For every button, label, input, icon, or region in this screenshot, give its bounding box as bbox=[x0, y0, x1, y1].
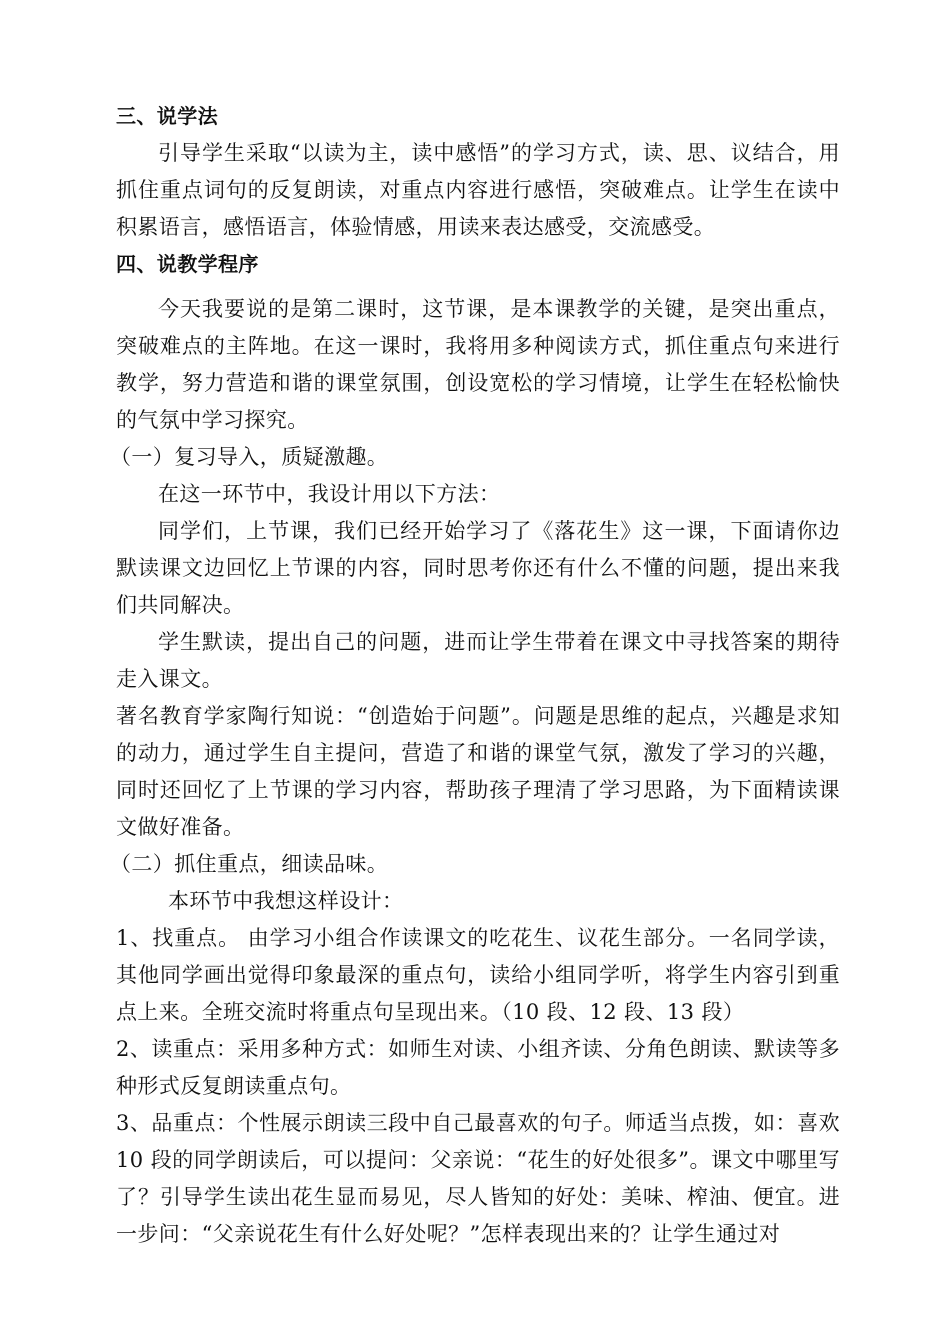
paragraph: 引导学生采取“以读为主，读中感悟”的学习方式，读、思、议结合，用抓住重点词句的反复朗读，对重点内容进行感悟，突破难点。让学生在读中积累语言，感悟语言，体验情感，用读来表达感受，交流感受。 bbox=[116, 141, 840, 239]
section-heading-3: 三、说学法 bbox=[116, 104, 218, 128]
document-body bbox=[110, 98, 840, 1253]
paragraph: 在这一环节中，我设计用以下方法： bbox=[158, 482, 501, 506]
list-item: 1、找重点。 由学习小组合作读课文的吃花生、议花生部分。一名同学读，其他同学画出觉得印象最深的重点句，读给小组同学听，将学生内容引到重点上来。全班交流时将重点句呈现出来。（10 段、12 段、13 段） bbox=[116, 926, 840, 1024]
list-item: 2、读重点：采用多种方式：如师生对读、小组齐读、分角色朗读、默读等多种形式反复朗读重点句。 bbox=[116, 1037, 840, 1098]
paragraph: 今天我要说的是第二课时，这节课，是本课教学的关键，是突出重点，突破难点的主阵地。在这一课时，我将用多种阅读方式，抓住重点句来进行教学，努力营造和谐的课堂氛围，创设宽松的学习情境，让学生在轻松愉快的气氛中学习探究。 bbox=[116, 297, 840, 432]
paragraph: 同学们，上节课，我们已经开始学习了《落花生》这一课，下面请你边默读课文边回忆上节课的内容，同时思考你还有什么不懂的问题，提出来我们共同解决。 bbox=[116, 519, 840, 617]
paragraph: 本环节中我想这样设计： bbox=[168, 889, 404, 913]
section-heading-4: 四、说教学程序 bbox=[116, 252, 259, 276]
paragraph: 著名教育学家陶行知说：“创造始于问题”。问题是思维的起点，兴趣是求知的动力，通过学生自主提问，营造了和谐的课堂气氛，激发了学习的兴趣，同时还回忆了上节课的学习内容，帮助孩子理清了学习思路，为下面精读课文做好准备。 bbox=[116, 704, 840, 839]
paragraph: 学生默读，提出自己的问题，进而让学生带着在课文中寻找答案的期待走入课文。 bbox=[116, 630, 840, 691]
subsection-heading-1: （一）复习导入，质疑激趣。 bbox=[110, 445, 389, 469]
subsection-heading-2: （二）抓住重点，细读品味。 bbox=[110, 852, 389, 876]
list-item: 3、品重点：个性展示朗读三段中自己最喜欢的句子。师适当点拨，如：喜欢 10 段的同学朗读后，可以提问：父亲说：“花生的好处很多”。课文中哪里写了？引导学生读出花生显而易见，尽人皆知的好处：美味、榨油、便宜。进一步问：“父亲说花生有什么好处呢？”怎样表现出来的？让学生通过对 bbox=[116, 1111, 840, 1246]
